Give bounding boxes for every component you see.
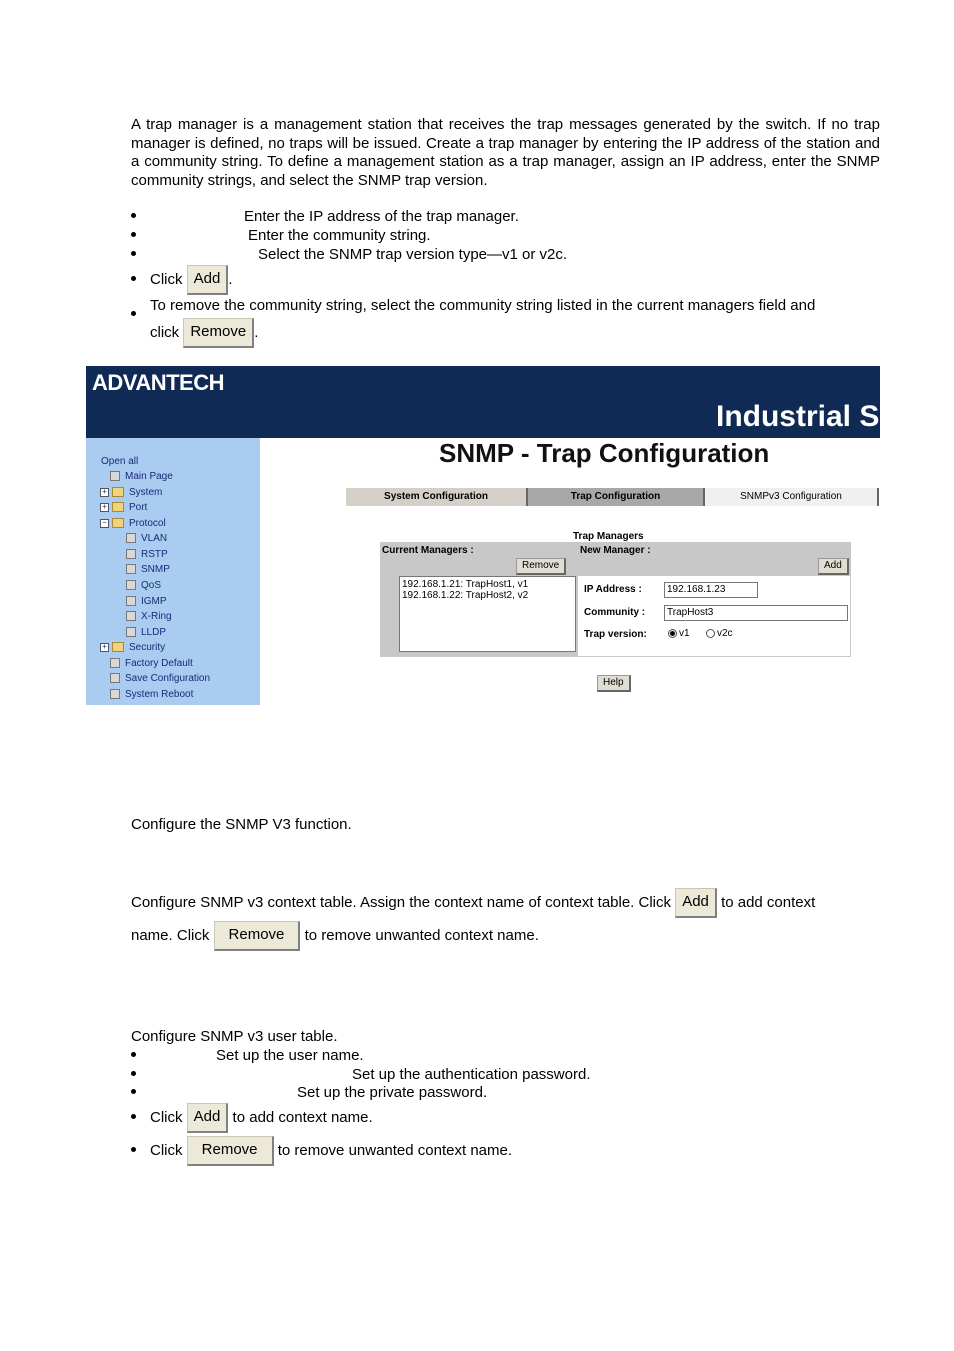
context-line-2: name. Click Remove to remove unwanted context name. (131, 921, 539, 951)
page-icon (110, 471, 120, 481)
bullet-version (131, 246, 567, 264)
tree-item-qos[interactable]: QoS (126, 578, 161, 594)
page-icon (126, 596, 136, 606)
ip-address-label: IP Address : (584, 584, 642, 595)
expand-icon[interactable]: + (100, 643, 109, 652)
tree-item-protocol[interactable]: − Protocol (100, 516, 166, 532)
bullet-user-add: Click Add to add context name. (131, 1103, 373, 1133)
bullet-dot (131, 213, 136, 218)
bullet-user-name: Set up the user name. (131, 1047, 364, 1065)
tree-item-snmp[interactable]: SNMP (126, 562, 170, 578)
bullet-dot (131, 1089, 136, 1094)
tab-system-configuration[interactable]: System Configuration (346, 488, 528, 506)
user-add-button[interactable]: Add (187, 1103, 229, 1133)
trap-config-screenshot (86, 366, 880, 705)
bullet-click-add (131, 265, 233, 295)
banner-text: Industrial S (716, 400, 880, 433)
bullet-community-text: Enter the community string. (248, 227, 431, 244)
bullet-private-password: Set up the private password. (131, 1084, 487, 1102)
context-line-1: Configure SNMP v3 context table. Assign the context name of context table. Click Add to add context (131, 888, 880, 918)
radio-selected-icon[interactable] (668, 629, 677, 638)
collapse-icon[interactable]: − (100, 519, 109, 528)
list-item[interactable]: 192.168.1.22: TrapHost2, v2 (402, 590, 529, 601)
screenshot-add-button[interactable]: Add (818, 558, 849, 575)
tree-item-igmp[interactable]: IGMP (126, 594, 167, 610)
tree-item-security[interactable]: + Security (100, 640, 165, 656)
page-icon (126, 580, 136, 590)
trap-managers-panel (380, 542, 851, 657)
period: . (254, 323, 259, 341)
bullet-ip (131, 208, 519, 226)
tree-item-save-configuration[interactable]: Save Configuration (110, 671, 210, 687)
trap-version-v1[interactable]: v1 (668, 628, 690, 639)
click-word: click (150, 323, 180, 341)
tree-item-port[interactable]: + Port (100, 500, 147, 516)
tree-item-factory-default[interactable]: Factory Default (110, 656, 193, 672)
bullet-community (131, 227, 431, 245)
tree-item-system-reboot[interactable]: System Reboot (110, 687, 193, 703)
folder-icon (112, 642, 124, 652)
ip-address-input[interactable]: 192.168.1.23 (664, 582, 758, 598)
expand-icon[interactable]: + (100, 503, 109, 512)
page-icon (110, 689, 120, 699)
tree-item-vlan[interactable]: VLAN (126, 531, 167, 547)
page-icon (110, 673, 120, 683)
folder-open-icon (112, 518, 124, 528)
expand-icon[interactable]: + (100, 488, 109, 497)
list-item[interactable]: 192.168.1.21: TrapHost1, v1 (402, 579, 529, 590)
radio-icon[interactable] (706, 629, 715, 638)
bullet-dot (131, 311, 136, 316)
tree-item-rstp[interactable]: RSTP (126, 547, 168, 563)
page-title: SNMP - Trap Configuration (439, 438, 770, 468)
page-icon (126, 533, 136, 543)
trap-managers-title: Trap Managers (573, 531, 644, 542)
user-remove-button[interactable]: Remove (187, 1136, 274, 1166)
tree-open-all[interactable]: Open all (101, 456, 139, 467)
community-label: Community : (584, 607, 646, 618)
trap-version-v2c[interactable]: v2c (706, 628, 733, 639)
tree-item-system[interactable]: + System (100, 485, 162, 501)
bullet-auth-password: Set up the authentication password. (131, 1066, 591, 1084)
add-button[interactable]: Add (187, 265, 229, 295)
remove-button[interactable]: Remove (183, 318, 254, 348)
tab-trap-configuration[interactable]: Trap Configuration (528, 488, 705, 506)
bullet-version-text: Select the SNMP trap version type—v1 or v2c. (258, 246, 568, 263)
tree-item-main-page[interactable]: Main Page (110, 469, 173, 485)
bullet-dot (131, 1071, 136, 1076)
advantech-logo: ADVANTECH (92, 370, 224, 395)
context-remove-button[interactable]: Remove (214, 921, 301, 951)
snmpv3-paragraph: Configure the SNMP V3 function. (131, 816, 352, 833)
help-button[interactable]: Help (597, 675, 631, 692)
bullet-dot (131, 1147, 136, 1152)
nav-tree (86, 438, 260, 705)
page-icon (110, 658, 120, 668)
community-input[interactable]: TrapHost3 (664, 605, 848, 621)
user-table-intro: Configure SNMP v3 user table. (131, 1028, 338, 1045)
tree-item-x-ring[interactable]: X-Ring (126, 609, 172, 625)
bullet-dot (131, 1114, 136, 1119)
trap-version-label: Trap version: (584, 629, 647, 640)
new-manager-label: New Manager : (580, 545, 651, 556)
bullet-remove-text: To remove the community string, select the community string listed in the current managers field and (150, 297, 816, 314)
current-managers-list[interactable] (399, 576, 576, 652)
bullet-dot (131, 251, 136, 256)
folder-icon (112, 487, 124, 497)
bullet-ip-text: Enter the IP address of the trap manager. (244, 208, 519, 225)
tab-snmpv3-configuration[interactable]: SNMPv3 Configuration (705, 488, 879, 506)
bullet-dot (131, 276, 136, 281)
context-add-button[interactable]: Add (675, 888, 717, 918)
page-icon (126, 564, 136, 574)
current-managers-label: Current Managers : (382, 545, 474, 556)
page-icon (126, 611, 136, 621)
folder-icon (112, 502, 124, 512)
page-icon (126, 627, 136, 637)
bullet-dot (131, 232, 136, 237)
period: . (228, 270, 233, 288)
bullet-user-remove: Click Remove to remove unwanted context name. (131, 1136, 512, 1166)
bullet-dot (131, 1052, 136, 1057)
screenshot-remove-button[interactable]: Remove (516, 558, 566, 575)
tree-item-lldp[interactable]: LLDP (126, 625, 166, 641)
intro-paragraph: A trap manager is a management station that receives the trap messages generated by the switch. If no trap manager is defined, no traps will be issued. Create a trap manager by entering the IP address of the station and a community string. To define a management station as a trap manager, assign an IP address, enter the SNMP community strings, and select the SNMP trap version. (131, 116, 880, 189)
page-icon (126, 549, 136, 559)
click-word: Click (150, 270, 183, 288)
bullet-remove-click (150, 318, 258, 348)
